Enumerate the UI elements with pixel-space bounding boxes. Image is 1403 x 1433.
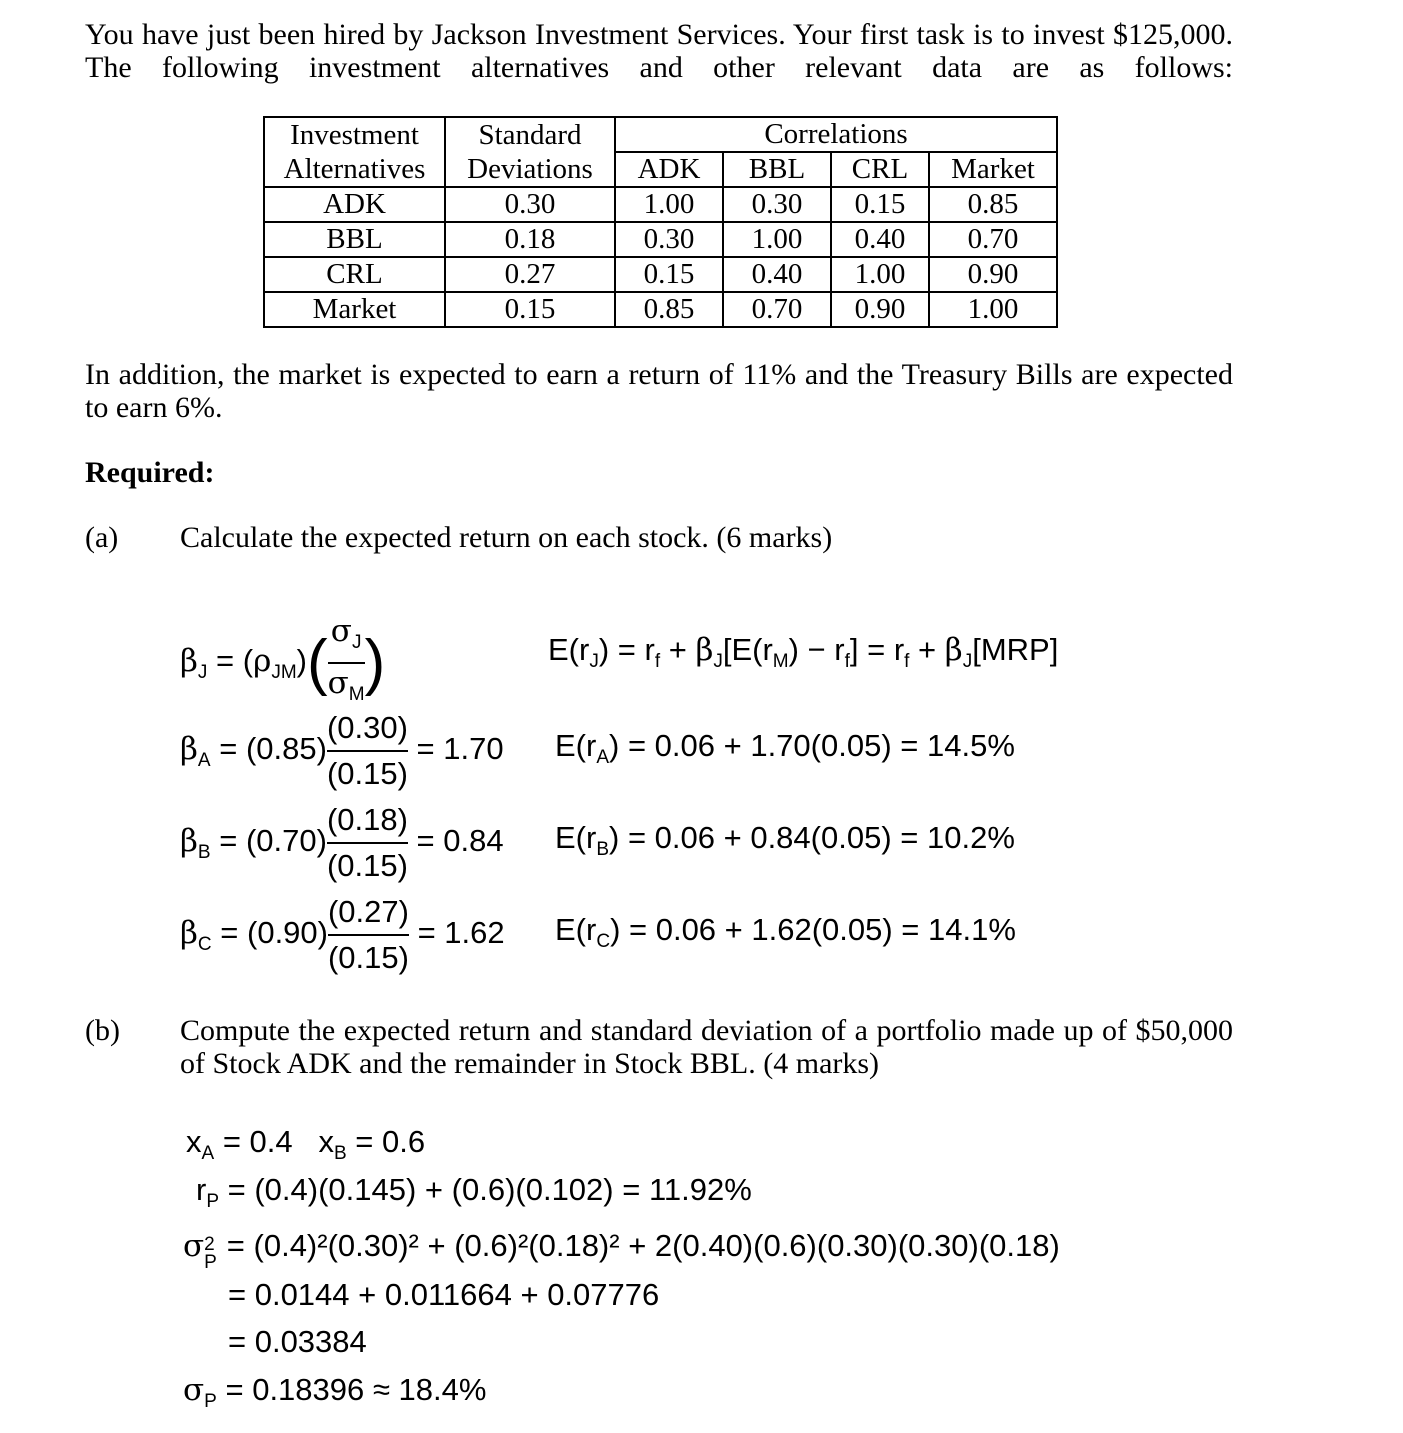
table-row xyxy=(264,187,1057,222)
header-correlations: Correlations xyxy=(615,117,1057,152)
capm-formula: $E(r_J) = r_f + \beta_J[E(r_M) - r_f] = r_f + \beta_J[MRP]$ xyxy=(548,632,1059,672)
sd-line: $\sigma_P = 0.18396 \approx 18.4\%$ xyxy=(183,1372,487,1412)
beta-a-corr: (0.85) xyxy=(245,731,327,767)
beta-b-den: (0.15) xyxy=(327,842,408,888)
row-corr: 0.40 xyxy=(831,222,929,257)
variance-formula: = (0.4)²(0.30)² + (0.6)²(0.18)² + 2(0.40)(0.6)(0.30)(0.30)(0.18) xyxy=(226,1228,1060,1263)
col-bbl: BBL xyxy=(723,152,831,187)
col-market: Market xyxy=(929,152,1057,187)
weights-line: $x_A = 0.4$ $x_B = 0.6$ xyxy=(186,1124,426,1164)
row-corr: 0.30 xyxy=(723,187,831,222)
beta-a-den: (0.15) xyxy=(327,750,408,796)
table-row xyxy=(264,292,1057,327)
variance-line-2: = 0.0144 + 0.011664 + 0.07776 xyxy=(228,1277,660,1312)
er-a-value: ) = 0.06 + 1.70(0.05) = 14.5% xyxy=(609,728,1015,763)
beta-b-num: (0.18) xyxy=(326,802,408,837)
beta-c-equation: $\beta_C = (0.90)$ $\frac{(0.27)}{(0.15)}$ = 1.62 xyxy=(180,890,505,980)
beta-b-corr: (0.70) xyxy=(245,823,327,859)
row-std: 0.18 xyxy=(445,222,615,257)
er-c-value: ) = 0.06 + 1.62(0.05) = 14.1% xyxy=(610,912,1016,947)
row-corr: 0.15 xyxy=(615,257,723,292)
addition-paragraph xyxy=(85,358,1233,424)
row-std: 0.30 xyxy=(445,187,615,222)
row-corr: 0.85 xyxy=(929,187,1057,222)
row-std: 0.27 xyxy=(445,257,615,292)
beta-c-corr: (0.90) xyxy=(247,915,328,951)
beta-a-equation: $\beta_A = (0.85)$ $\frac{(0.30)}{(0.15)}$ = 1.70 xyxy=(180,706,504,796)
row-corr: 0.30 xyxy=(615,222,723,257)
addition-text: In addition, the market is expected to earn a return of 11% and the Treasury Bills are expected to earn 6%. xyxy=(85,358,1233,424)
row-name: CRL xyxy=(264,257,445,292)
er-a-sub: A xyxy=(596,747,610,768)
header-deviations: Deviations xyxy=(445,152,615,187)
sd-value: = 0.18396 ≈ 18.4% xyxy=(225,1372,487,1407)
header-alternatives: Alternatives xyxy=(264,152,445,187)
row-corr: 0.85 xyxy=(615,292,723,327)
row-corr: 1.00 xyxy=(723,222,831,257)
er-c-equation: $E(r_C) = 0.06 + 1.62(0.05) = 14.1\%$ xyxy=(555,912,1016,952)
er-c-sub: C xyxy=(596,931,611,952)
table-header-row-1 xyxy=(264,117,1057,152)
er-b-value: ) = 0.06 + 0.84(0.05) = 10.2% xyxy=(609,820,1015,855)
row-std: 0.15 xyxy=(445,292,615,327)
table-row xyxy=(264,257,1057,292)
portfolio-return-line: $r_P = (0.4)(0.145) + (0.6)(0.102) = 11.92\%$ xyxy=(196,1172,752,1212)
beta-c-num: (0.27) xyxy=(327,894,409,929)
col-adk: ADK xyxy=(615,152,723,187)
er-b-equation: $E(r_B) = 0.06 + 0.84(0.05) = 10.2\%$ xyxy=(555,820,1015,860)
row-name: Market xyxy=(264,292,445,327)
table-header-row-2 xyxy=(264,152,1057,187)
row-corr: 1.00 xyxy=(615,187,723,222)
part-b-question xyxy=(180,1014,1233,1080)
col-crl: CRL xyxy=(831,152,929,187)
table-row xyxy=(264,222,1057,257)
xa-value: = 0.4 xyxy=(222,1124,293,1159)
xb-value: = 0.6 xyxy=(355,1124,426,1159)
row-corr: 0.15 xyxy=(831,187,929,222)
variance-line-1: σ 2 P = (0.4)²(0.30)² + (0.6)²(0.18)² + 2(0.40)(0.6)(0.30)(0.30)(0.18) xyxy=(183,1228,1060,1273)
beta-formula: $\beta_J = (\rho_{JM})$( $\frac{\sigma_J}{\sigma_M}$ ) xyxy=(180,612,385,714)
part-b-label: (b) xyxy=(85,1014,120,1047)
beta-c-value: = 1.62 xyxy=(417,915,505,951)
row-name: BBL xyxy=(264,222,445,257)
header-standard: Standard xyxy=(445,117,615,152)
beta-b-value: = 0.84 xyxy=(416,823,504,859)
row-corr: 1.00 xyxy=(831,257,929,292)
variance-line-3: = 0.03384 xyxy=(228,1324,367,1359)
rp-value: = (0.4)(0.145) + (0.6)(0.102) = 11.92% xyxy=(227,1172,752,1207)
part-a-label: (a) xyxy=(85,521,119,554)
intro-paragraph xyxy=(85,18,1233,84)
beta-a-num: (0.30) xyxy=(326,710,408,745)
investment-table xyxy=(263,116,1058,328)
required-heading: Required: xyxy=(85,456,215,489)
intro-text: You have just been hired by Jackson Investment Services. Your first task is to invest $125,000. The following investment alternatives and other relevant data are as follows: xyxy=(85,18,1233,84)
row-corr: 1.00 xyxy=(929,292,1057,327)
row-corr: 0.90 xyxy=(831,292,929,327)
row-name: ADK xyxy=(264,187,445,222)
row-corr: 0.70 xyxy=(929,222,1057,257)
er-a-equation: $E(r_A) = 0.06 + 1.70(0.05) = 14.5\%$ xyxy=(555,728,1015,768)
header-investment: Investment xyxy=(264,117,445,152)
beta-b-equation: $\beta_B = (0.70)$ $\frac{(0.18)}{(0.15)}$ = 0.84 xyxy=(180,798,504,888)
beta-a-value: = 1.70 xyxy=(416,731,504,767)
part-a-question: Calculate the expected return on each stock. (6 marks) xyxy=(180,521,833,554)
row-corr: 0.40 xyxy=(723,257,831,292)
part-b-text: Compute the expected return and standard deviation of a portfolio made up of $50,000 of Stock ADK and the remainder in Stock BBL. (4 marks) xyxy=(180,1014,1233,1080)
er-b-sub: B xyxy=(596,839,610,860)
row-corr: 0.90 xyxy=(929,257,1057,292)
row-corr: 0.70 xyxy=(723,292,831,327)
beta-c-den: (0.15) xyxy=(328,934,409,980)
